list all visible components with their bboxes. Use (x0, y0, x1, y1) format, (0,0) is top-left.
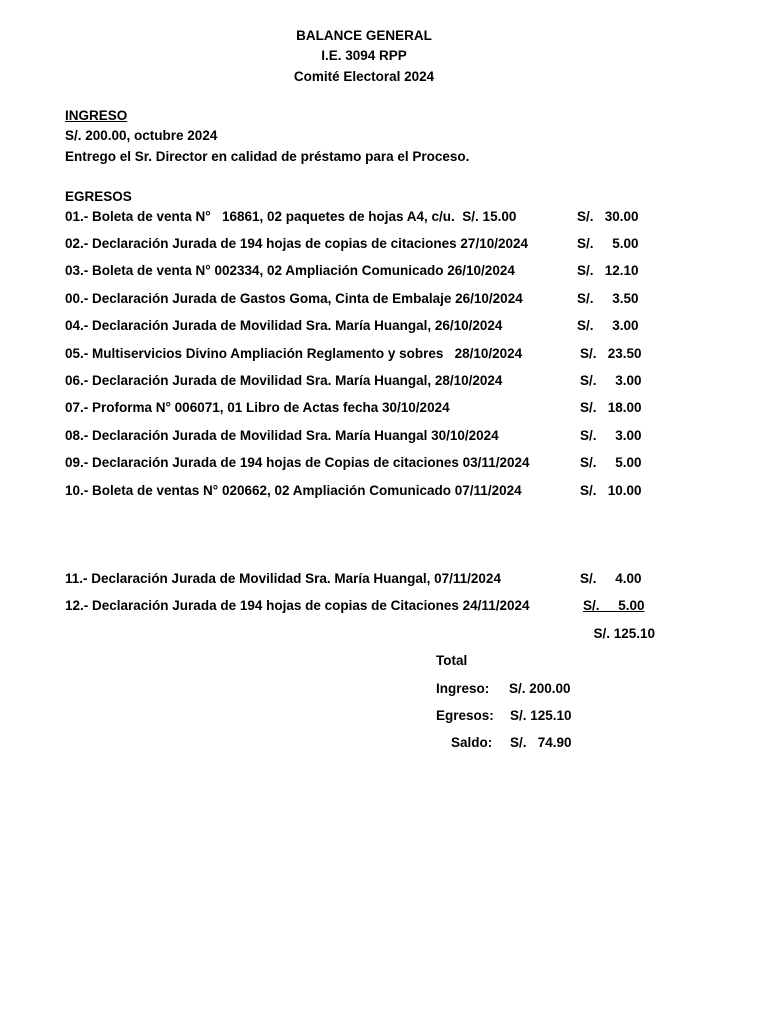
ingreso-heading: INGRESO (65, 108, 128, 123)
egreso-item-description: 07.- Proforma N° 006071, 01 Libro de Actas fecha 30/10/2024 (65, 400, 450, 415)
egreso-item-description: 00.- Declaración Jurada de Gastos Goma, Cinta de Embalaje 26/10/2024 (65, 291, 523, 306)
committee-name: Comité Electoral 2024 (293, 69, 435, 84)
egreso-item-description: 09.- Declaración Jurada de 194 hojas de Copias de citaciones 03/11/2024 (65, 455, 530, 470)
egreso-item-description: 12.- Declaración Jurada de 194 hojas de copias de Citaciones 24/11/2024 (65, 598, 530, 613)
ingreso-amount-line: S/. 200.00, octubre 2024 (65, 128, 218, 143)
egreso-item-amount: S/. 3.50 (577, 291, 639, 306)
egreso-item-amount: S/. 3.00 (580, 428, 642, 443)
egreso-item-amount: S/. 5.00 (577, 236, 639, 251)
egreso-item-description: 06.- Declaración Jurada de Movilidad Sra. María Huangal, 28/10/2024 (65, 373, 503, 388)
summary-egresos-label: Egresos: (436, 708, 494, 723)
egreso-item-description: 03.- Boleta de venta N° 002334, 02 Ampliación Comunicado 26/10/2024 (65, 263, 515, 278)
ingreso-description: Entrego el Sr. Director en calidad de préstamo para el Proceso. (65, 149, 470, 164)
egreso-item-amount: S/. 12.10 (577, 263, 639, 278)
egreso-item-description: 08.- Declaración Jurada de Movilidad Sra. María Huangal 30/10/2024 (65, 428, 499, 443)
summary-egresos-value: S/. 125.10 (510, 708, 572, 723)
document-title: BALANCE GENERAL (296, 28, 432, 43)
egreso-item-description: 02.- Declaración Jurada de 194 hojas de copias de citaciones 27/10/2024 (65, 236, 528, 251)
egreso-item-description: 04.- Declaración Jurada de Movilidad Sra. María Huangal, 26/10/2024 (65, 318, 503, 333)
egreso-item-amount: S/. 23.50 (580, 346, 642, 361)
egreso-item-amount: S/. 30.00 (577, 209, 639, 224)
summary-heading: Total (436, 653, 468, 668)
egreso-item-amount: S/. 4.00 (580, 571, 642, 586)
egreso-item-amount: S/. 5.00 (583, 598, 645, 613)
egreso-item-description: 01.- Boleta de venta N° 16861, 02 paquetes de hojas A4, c/u. S/. 15.00 (65, 209, 517, 224)
egreso-item-amount: S/. 5.00 (580, 455, 642, 470)
egreso-item-amount: S/. 3.00 (577, 318, 639, 333)
egreso-item-description: 10.- Boleta de ventas N° 020662, 02 Ampliación Comunicado 07/11/2024 (65, 483, 522, 498)
egreso-item-amount: S/. 10.00 (580, 483, 642, 498)
egresos-subtotal: S/. 125.10 (593, 626, 655, 641)
egreso-item-amount: S/. 3.00 (580, 373, 642, 388)
egreso-item-description: 05.- Multiservicios Divino Ampliación Reglamento y sobres 28/10/2024 (65, 346, 523, 361)
summary-ingreso-value: S/. 200.00 (509, 681, 571, 696)
egresos-heading: EGRESOS (65, 189, 132, 204)
summary-saldo-label: Saldo: (451, 735, 493, 750)
egreso-item-amount: S/. 18.00 (580, 400, 642, 415)
egreso-item-description: 11.- Declaración Jurada de Movilidad Sra. María Huangal, 07/11/2024 (65, 571, 501, 586)
summary-ingreso-label: Ingreso: (436, 681, 490, 696)
institution-name: I.E. 3094 RPP (321, 48, 407, 63)
summary-saldo-value: S/. 74.90 (510, 735, 572, 750)
